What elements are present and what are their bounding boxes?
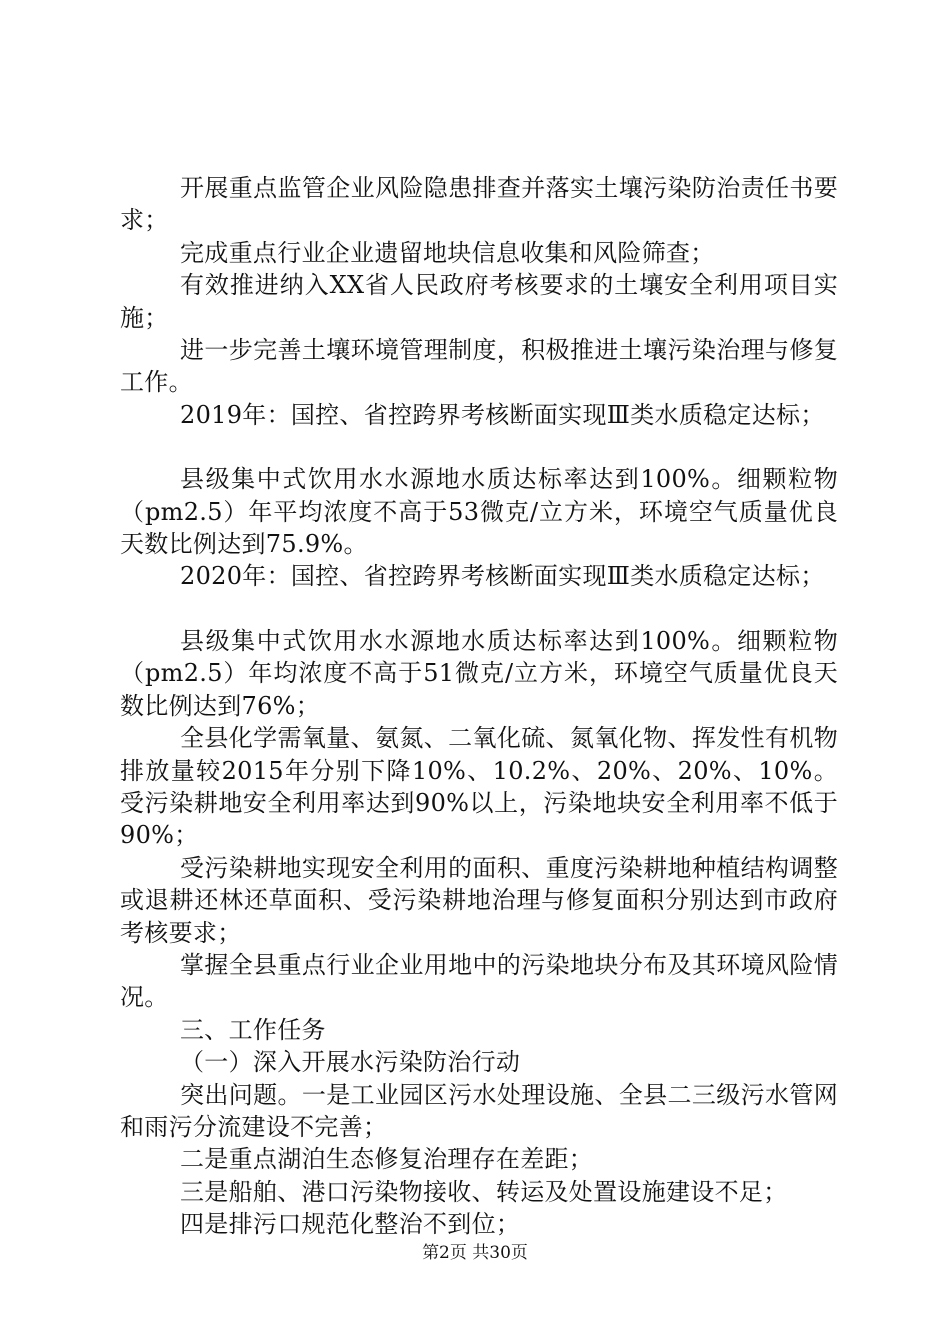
paragraph-2019-air-target: 县级集中式饮用水水源地水质达标率达到100%。细颗粒物（pm2.5）年平均浓度不高于53微克/立方米，环境空气质量优良天数比例达到75.9%。 bbox=[120, 465, 838, 559]
paragraph-emission-reduction: 全县化学需氧量、氨氮、二氧化硫、氮氧化物、挥发性有机物排放量较2015年分别下降10%、10.2%、20%、20%、10%。受污染耕地安全利用率达到90%以上，污染地块安全利用率不低于90%； bbox=[120, 724, 838, 850]
paragraph-2019-water-target: 2019年：国控、省控跨界考核断面实现Ⅲ类水质稳定达标； bbox=[180, 400, 825, 429]
page-number-indicator: 第2页 共30页 bbox=[422, 1243, 528, 1263]
paragraph-problem-three: 三是船舶、港口污染物接收、转运及处置设施建设不足； bbox=[180, 1177, 788, 1206]
document-body bbox=[120, 172, 838, 1241]
paragraph-polluted-site-distribution: 掌握全县重点行业企业用地中的污染地块分布及其环境风险情况。 bbox=[120, 950, 838, 1012]
paragraph-farmland-remediation: 受污染耕地实现安全利用的面积、重度污染耕地种植结构调整或退耕还林还草面积、受污染耕地治理与修复面积分别达到市政府考核要求； bbox=[120, 853, 838, 947]
paragraph-soil-safe-use-projects: 有效推进纳入XX省人民政府考核要求的土壤安全利用项目实施； bbox=[120, 271, 838, 332]
paragraph-2020-air-target: 县级集中式饮用水水源地水质达标率达到100%。细颗粒物（pm2.5）年均浓度不高于51微克/立方米，环境空气质量优良天数比例达到76%； bbox=[120, 626, 838, 720]
paragraph-2020-water-target: 2020年：国控、省控跨界考核断面实现Ⅲ类水质稳定达标； bbox=[180, 562, 825, 591]
paragraph-problem-four: 四是排污口规范化整治不到位； bbox=[180, 1210, 521, 1239]
subsection-heading-water-pollution: （一）深入开展水污染防治行动 bbox=[180, 1048, 521, 1077]
paragraph-soil-risk-inspection: 开展重点监管企业风险隐患排查并落实土壤污染防治责任书要求； bbox=[120, 174, 838, 235]
paragraph-legacy-site-screening: 完成重点行业企业遗留地块信息收集和风险筛查； bbox=[180, 238, 715, 267]
section-heading-work-tasks: 三、工作任务 bbox=[180, 1015, 326, 1044]
paragraph-soil-management-system: 进一步完善土壤环境管理制度，积极推进土壤污染治理与修复工作。 bbox=[120, 336, 838, 397]
paragraph-problem-two: 二是重点湖泊生态修复治理存在差距； bbox=[180, 1145, 594, 1174]
page-footer bbox=[0, 1242, 950, 1264]
paragraph-problem-one: 突出问题。一是工业园区污水处理设施、全县二三级污水管网和雨污分流建设不完善； bbox=[120, 1080, 838, 1141]
